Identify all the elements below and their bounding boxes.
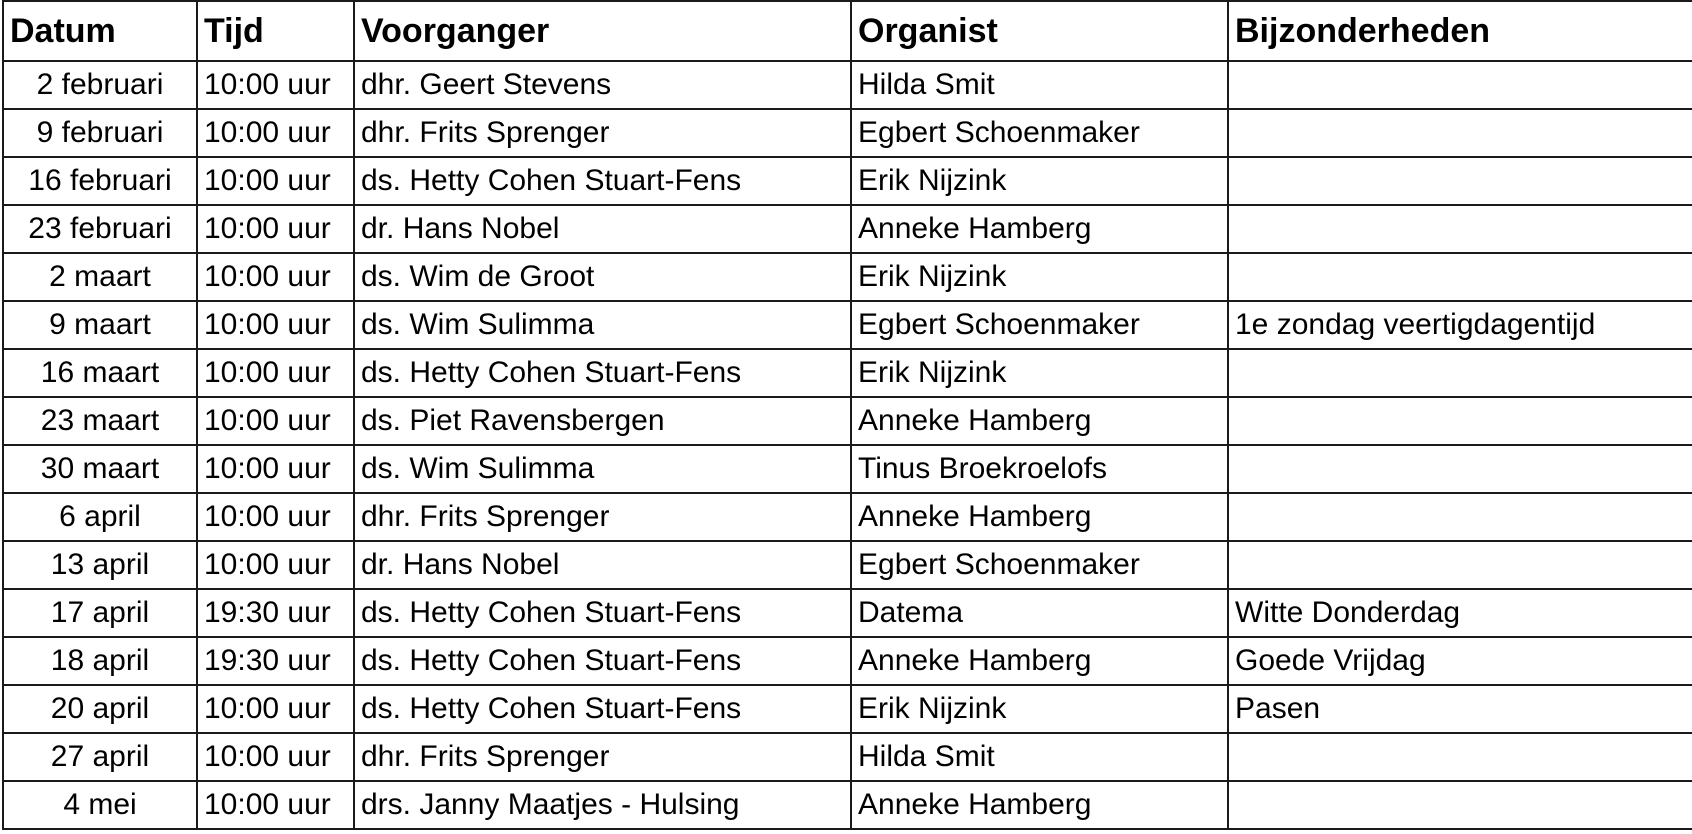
cell-bijzonderheden (1228, 349, 1692, 397)
table-row (3, 205, 1692, 253)
cell-bijzonderheden (1228, 205, 1692, 253)
cell-datum: 16 februari (3, 157, 197, 205)
cell-datum: 2 februari (3, 61, 197, 109)
cell-bijzonderheden (1228, 541, 1692, 589)
cell-organist: Datema (851, 589, 1228, 637)
cell-voorganger: ds. Piet Ravensbergen (354, 397, 851, 445)
cell-organist: Anneke Hamberg (851, 205, 1228, 253)
cell-datum: 13 april (3, 541, 197, 589)
cell-voorganger: ds. Hetty Cohen Stuart-Fens (354, 685, 851, 733)
cell-bijzonderheden (1228, 445, 1692, 493)
cell-bijzonderheden (1228, 253, 1692, 301)
cell-bijzonderheden (1228, 157, 1692, 205)
cell-organist: Anneke Hamberg (851, 637, 1228, 685)
cell-bijzonderheden (1228, 109, 1692, 157)
cell-organist: Erik Nijzink (851, 685, 1228, 733)
cell-voorganger: dhr. Frits Sprenger (354, 109, 851, 157)
cell-tijd: 10:00 uur (197, 781, 354, 829)
cell-organist: Anneke Hamberg (851, 781, 1228, 829)
table-row (3, 781, 1692, 829)
cell-datum: 4 mei (3, 781, 197, 829)
cell-voorganger: ds. Hetty Cohen Stuart-Fens (354, 157, 851, 205)
table-row (3, 61, 1692, 109)
cell-tijd: 10:00 uur (197, 253, 354, 301)
column-header-datum: Datum (3, 1, 197, 61)
table-header (3, 1, 1692, 61)
service-schedule-table (2, 0, 1692, 830)
cell-tijd: 10:00 uur (197, 109, 354, 157)
table-row (3, 685, 1692, 733)
column-header-tijd: Tijd (197, 1, 354, 61)
column-header-voorganger: Voorganger (354, 1, 851, 61)
table-row (3, 397, 1692, 445)
cell-voorganger: dhr. Frits Sprenger (354, 733, 851, 781)
cell-voorganger: ds. Wim de Groot (354, 253, 851, 301)
schedule-sheet (2, 0, 1692, 834)
cell-organist: Hilda Smit (851, 61, 1228, 109)
cell-voorganger: ds. Hetty Cohen Stuart-Fens (354, 349, 851, 397)
table-row (3, 109, 1692, 157)
table-row (3, 349, 1692, 397)
cell-datum: 23 maart (3, 397, 197, 445)
cell-datum: 9 februari (3, 109, 197, 157)
cell-organist: Anneke Hamberg (851, 493, 1228, 541)
cell-tijd: 10:00 uur (197, 205, 354, 253)
cell-voorganger: ds. Hetty Cohen Stuart-Fens (354, 637, 851, 685)
cell-organist: Egbert Schoenmaker (851, 541, 1228, 589)
cell-voorganger: ds. Wim Sulimma (354, 445, 851, 493)
cell-tijd: 10:00 uur (197, 349, 354, 397)
cell-datum: 18 april (3, 637, 197, 685)
cell-organist: Hilda Smit (851, 733, 1228, 781)
cell-voorganger: ds. Hetty Cohen Stuart-Fens (354, 589, 851, 637)
cell-datum: 6 april (3, 493, 197, 541)
table-row (3, 733, 1692, 781)
cell-datum: 23 februari (3, 205, 197, 253)
table-row (3, 637, 1692, 685)
cell-tijd: 10:00 uur (197, 397, 354, 445)
cell-tijd: 10:00 uur (197, 733, 354, 781)
cell-bijzonderheden: Witte Donderdag (1228, 589, 1692, 637)
cell-bijzonderheden (1228, 397, 1692, 445)
cell-bijzonderheden (1228, 493, 1692, 541)
cell-organist: Tinus Broekroelofs (851, 445, 1228, 493)
cell-bijzonderheden: 1e zondag veertigdagentijd (1228, 301, 1692, 349)
table-row (3, 157, 1692, 205)
cell-tijd: 10:00 uur (197, 541, 354, 589)
cell-bijzonderheden (1228, 733, 1692, 781)
cell-datum: 27 april (3, 733, 197, 781)
cell-tijd: 19:30 uur (197, 589, 354, 637)
cell-organist: Erik Nijzink (851, 253, 1228, 301)
cell-tijd: 10:00 uur (197, 157, 354, 205)
cell-datum: 30 maart (3, 445, 197, 493)
table-row (3, 445, 1692, 493)
cell-voorganger: drs. Janny Maatjes - Hulsing (354, 781, 851, 829)
column-header-bijzonderheden: Bijzonderheden (1228, 1, 1692, 61)
cell-bijzonderheden (1228, 61, 1692, 109)
cell-bijzonderheden: Pasen (1228, 685, 1692, 733)
cell-datum: 9 maart (3, 301, 197, 349)
cell-organist: Anneke Hamberg (851, 397, 1228, 445)
cell-voorganger: ds. Wim Sulimma (354, 301, 851, 349)
cell-organist: Erik Nijzink (851, 157, 1228, 205)
column-header-organist: Organist (851, 1, 1228, 61)
cell-tijd: 10:00 uur (197, 301, 354, 349)
cell-tijd: 19:30 uur (197, 637, 354, 685)
cell-tijd: 10:00 uur (197, 61, 354, 109)
cell-datum: 2 maart (3, 253, 197, 301)
header-row (3, 1, 1692, 61)
table-row (3, 589, 1692, 637)
table-row (3, 493, 1692, 541)
cell-datum: 17 april (3, 589, 197, 637)
cell-tijd: 10:00 uur (197, 685, 354, 733)
cell-voorganger: dr. Hans Nobel (354, 205, 851, 253)
cell-datum: 20 april (3, 685, 197, 733)
cell-bijzonderheden (1228, 781, 1692, 829)
table-row (3, 301, 1692, 349)
cell-voorganger: dhr. Geert Stevens (354, 61, 851, 109)
cell-voorganger: dr. Hans Nobel (354, 541, 851, 589)
cell-bijzonderheden: Goede Vrijdag (1228, 637, 1692, 685)
table-row (3, 253, 1692, 301)
cell-tijd: 10:00 uur (197, 493, 354, 541)
table-body (3, 61, 1692, 829)
cell-tijd: 10:00 uur (197, 445, 354, 493)
cell-organist: Erik Nijzink (851, 349, 1228, 397)
table-row (3, 541, 1692, 589)
cell-organist: Egbert Schoenmaker (851, 109, 1228, 157)
cell-voorganger: dhr. Frits Sprenger (354, 493, 851, 541)
cell-organist: Egbert Schoenmaker (851, 301, 1228, 349)
cell-datum: 16 maart (3, 349, 197, 397)
